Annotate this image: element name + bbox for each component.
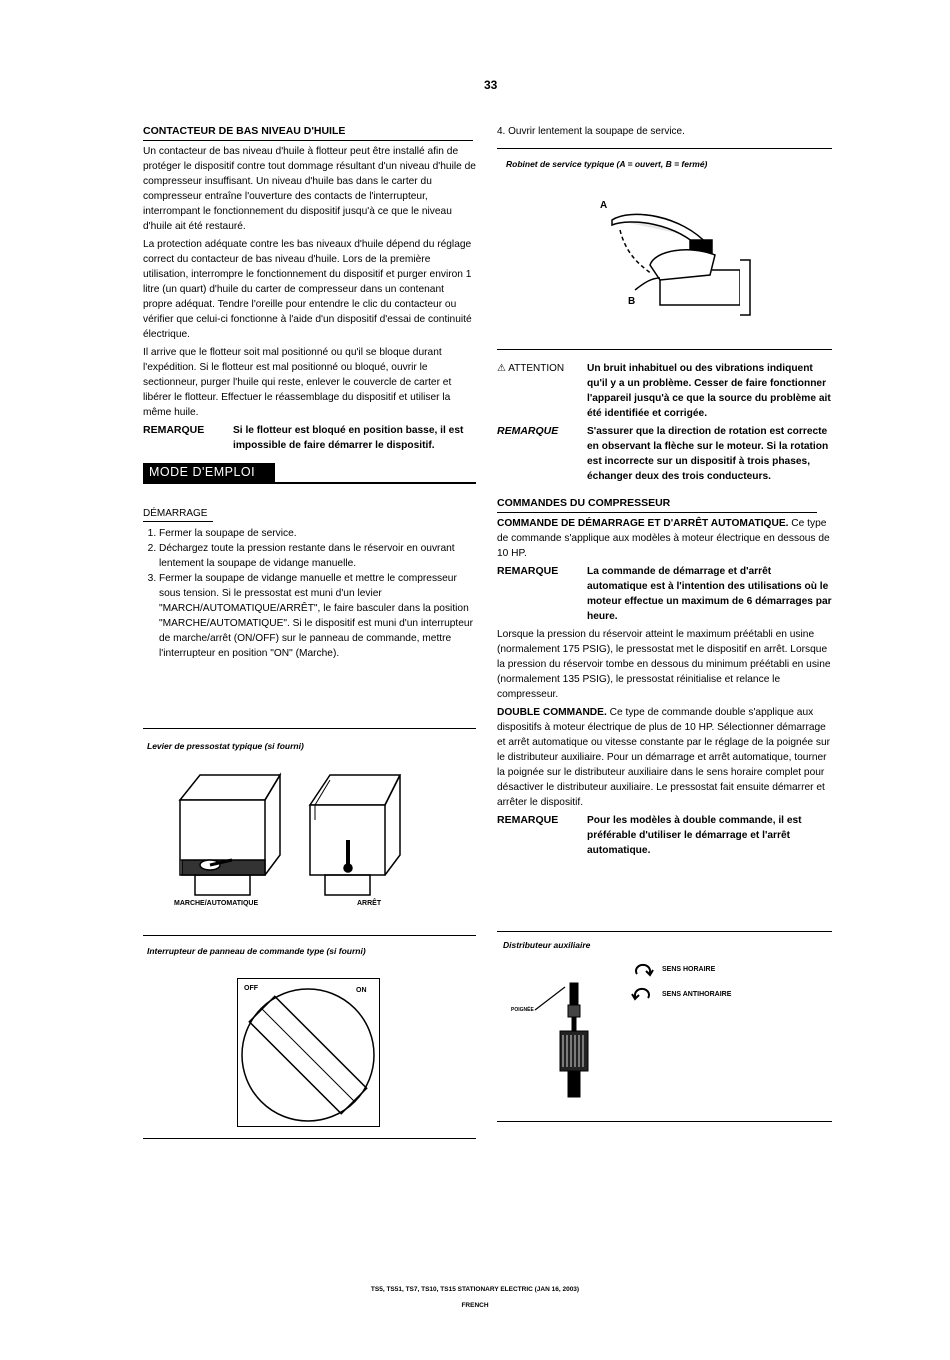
- right-column-body: [497, 358, 832, 861]
- attention-block: [497, 361, 832, 421]
- aux-valve-illustration: [530, 975, 600, 1110]
- note-label: REMARQUE: [497, 814, 559, 826]
- subheading-text: Ce type de commande double s'applique aux dispositifs à moteur électrique de plus de 10 HP. Sélectionner démarrage et arrêt automatique ou vitesse constante par le réglage de la poignée sur le distributeur auxiliaire. Pour un démarrage et arrêt automatique, tourner la poignée sur le distributeur auxiliaire dans le sens horaire complet pour désactiver le distributeur auxiliaire. Le pressostat fait ensuite démarrer et arrêter le dispositif.: [497, 707, 831, 808]
- label-valve-a: A: [600, 200, 608, 211]
- label-handle: POIGNÉE: [511, 1007, 534, 1013]
- paragraph: Il arrive que le flotteur soit mal positionné ou qu'il se bloque durant l'expédition. Si le flotteur est mal positionné ou bloqué, ouvrir le sectionneur, purger l'huile qui reste, enlever le couvercle de carter et libérer le flotteur. Effectuer le réassemblage du dispositif et utiliser la même huile.: [143, 347, 452, 418]
- section-title-low-oil: CONTACTEUR DE BAS NIVEAU D'HUILE: [143, 124, 473, 141]
- divider: [143, 1138, 476, 1139]
- divider: [143, 935, 476, 936]
- label-switch-on: ON: [356, 987, 367, 994]
- divider: [497, 148, 832, 149]
- figure-caption-pressure-switch: Levier de pressostat typique (si fourni): [147, 741, 304, 751]
- section-banner: MODE D'EMPLOI: [143, 463, 275, 482]
- attention-text: Un bruit inhabituel ou des vibrations indiquent qu'il y a un problème. Cesser de faire fonctionner l'appareil jusqu'à ce que la source du problème ait été identifiée et corrigée.: [587, 363, 831, 419]
- note-starts-per-hour: [497, 564, 832, 624]
- section-title-controls: COMMANDES DU COMPRESSEUR: [497, 496, 817, 513]
- paragraph: La protection adéquate contre les bas niveaux d'huile dépend du réglage correct du contacteur de bas niveau d'huile. Lors de la première utilisation, interrompre le fonctionnement du dispositif et purger environ 1 litre (un quart) d'huile du carter de compresseur dans un contenant propre adéquat. Tendre l'oreille pour entendre le clic du contacteur ou vérifier que celui-ci fonctionne à l'aide d'un dispositif d'essai de continuité électrique.: [143, 239, 472, 340]
- note-rotation: [497, 424, 832, 484]
- clockwise-arrow-icon: [633, 962, 655, 978]
- subheading-text: Ce type de commande s'applique aux modèles à moteur électrique en dessous de 10 HP.: [497, 518, 830, 559]
- list-item: 1. Fermer la soupape de service.: [159, 526, 476, 541]
- attention-label: ⚠ ATTENTION: [497, 363, 565, 374]
- list-item: 3. Fermer la soupape de vidange manuelle et mettre le compresseur sous tension. Si le pressostat est muni d'un levier "MARCH/AUTOMATIQUE/ARRÊT", le faire basculer dans la position "MARCHE/AUTOMATIQUE". Si le dispositif est muni d'un interrupteur de marche/arrêt (ON/OFF) sur le panneau de commande, mettre l'interrupteur en position "ON" (Marche).: [159, 571, 476, 661]
- right-column-top: [497, 124, 832, 139]
- note-dual-control: [497, 813, 832, 858]
- note-label: REMARQUE: [143, 424, 205, 436]
- step-4: 4. Ouvrir lentement la soupape de service.: [497, 126, 685, 137]
- footer-language: FRENCH: [461, 1302, 489, 1309]
- footer-model-line: TS5, TS51, TS7, TS10, TS15 STATIONARY ELECTRIC (JAN 16, 2003): [370, 1286, 580, 1293]
- paragraph-pressure: Lorsque la pression du réservoir atteint le maximum préétabli en usine (normalement 175 PSIG), le pressostat met le dispositif en arrêt. Lorsque la pression du réservoir tombe en dessous du minimum préétabli en usine (normalement 135 PSIG), le pressostat réinitialise et relance le compresseur.: [497, 629, 831, 700]
- label-switch-off: OFF: [244, 985, 258, 992]
- label-march-auto: MARCHE/AUTOMATIQUE: [174, 900, 259, 907]
- rotary-knob-illustration: [238, 979, 379, 1126]
- service-valve-illustration: [590, 190, 760, 330]
- note-label: REMARQUE: [497, 425, 559, 437]
- note-text: La commande de démarrage et d'arrêt automatique est à l'intention des utilisations où le moteur effectue un maximum de 6 démarrages par heure.: [587, 566, 832, 622]
- counterclockwise-arrow-icon: [630, 986, 652, 1002]
- figure-caption-aux-valve: Distributeur auxiliaire: [503, 940, 591, 950]
- page-number: 33: [484, 78, 498, 92]
- label-valve-b: B: [628, 296, 636, 307]
- note-text: Pour les modèles à double commande, il est préférable d'utiliser le démarrage et l'arrêt automatique.: [587, 815, 802, 856]
- subheading: COMMANDE DE DÉMARRAGE ET D'ARRÊT AUTOMATIQUE.: [497, 518, 789, 529]
- note-label: REMARQUE: [497, 565, 559, 577]
- banner-rule: [143, 463, 476, 484]
- left-column: [143, 124, 476, 661]
- divider: [497, 931, 832, 932]
- label-clockwise: SENS HORAIRE: [662, 966, 716, 973]
- divider: [143, 728, 476, 729]
- figure-caption-service-valve: Robinet de service typique (A = ouvert, B = fermé): [506, 159, 708, 169]
- note-text: S'assurer que la direction de rotation est correcte en observant la flèche sur le moteur. Si la rotation est incorrecte sur un dispositif à trois phases, échanger deux des trois conducteurs.: [587, 426, 829, 482]
- paragraph-dual-control: [497, 705, 832, 810]
- paragraph: Un contacteur de bas niveau d'huile à flotteur peut être installé afin de protéger le dispositif contre tout dommage résultant d'un niveau d'huile de compresseur insuffisant. Un niveau d'huile bas dans le carter du compresseur entraîne l'ouverture des contacts de l'interrupteur, interrompant le fonctionnement du dispositif jusqu'à ce que le niveau d'huile ait été restauré.: [143, 146, 476, 232]
- divider: [497, 349, 832, 350]
- figure-caption-panel-switch: Interrupteur de panneau de commande type (si fourni): [147, 946, 366, 956]
- start-steps: [143, 526, 476, 661]
- list-item: 2. Déchargez toute la pression restante dans le réservoir en ouvrant lentement la soupape de vidange manuelle.: [159, 541, 476, 571]
- paragraph-auto-start: [497, 516, 832, 561]
- label-counterclockwise: SENS ANTIHORAIRE: [662, 991, 732, 998]
- divider: [497, 1121, 832, 1122]
- panel-switch-frame: [237, 978, 380, 1127]
- note-text: Si le flotteur est bloqué en position basse, il est impossible de faire démarrer le dispositif.: [233, 425, 464, 451]
- subheading: DOUBLE COMMANDE.: [497, 707, 607, 718]
- note-float-blocked: [143, 423, 476, 453]
- subsection-title-start: DÉMARRAGE: [143, 506, 476, 522]
- label-off: ARRÊT: [357, 900, 382, 907]
- pressure-switch-illustration: [170, 760, 450, 920]
